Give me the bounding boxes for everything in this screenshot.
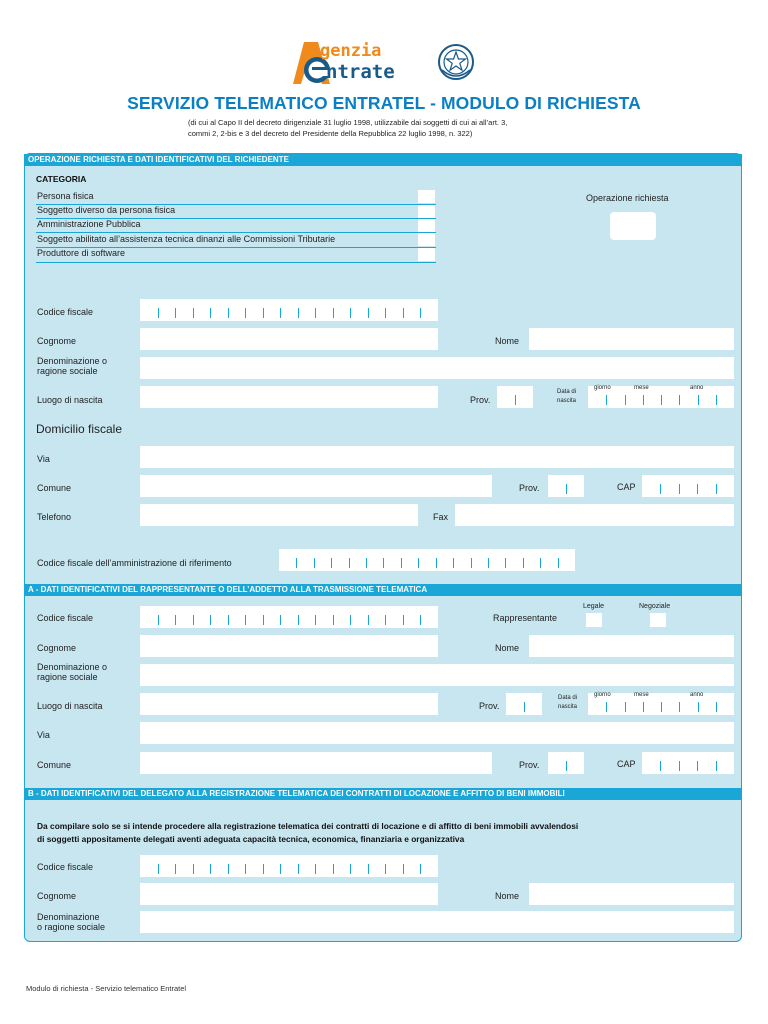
char-box-separator <box>228 615 229 625</box>
char-box-separator <box>245 308 246 318</box>
char-box-separator <box>566 761 567 771</box>
char-box-separator <box>401 558 402 568</box>
char-box-separator <box>280 615 281 625</box>
a-denominazione-label-line-2: ragione sociale <box>37 672 98 682</box>
char-box-separator <box>228 864 229 874</box>
char-box-separator <box>643 702 644 712</box>
fax-label: Fax <box>433 512 449 522</box>
prov-label: Prov. <box>470 395 491 405</box>
char-box-separator <box>697 484 698 494</box>
category-checkbox-amministrazione[interactable] <box>418 219 435 232</box>
char-box-separator <box>403 864 404 874</box>
char-box-separator <box>661 395 662 405</box>
section-a-header: A - DATI IDENTIFICATIVI DEL RAPPRESENTANTE O DELL’ADDETTO ALLA TRASMISSIONE TELEMATICA <box>24 584 742 596</box>
char-box-separator <box>716 484 717 494</box>
a-mese-label: mese <box>634 692 649 698</box>
char-box-separator <box>315 308 316 318</box>
char-box-separator <box>524 702 525 712</box>
operazione-richiesta-label: Operazione richiesta <box>586 193 669 203</box>
char-box-separator <box>566 484 567 494</box>
a-luogo-nascita-label: Luogo di nascita <box>37 701 103 711</box>
legale-label: Legale <box>583 603 605 610</box>
comune-input[interactable] <box>140 475 492 497</box>
char-box-separator <box>505 558 506 568</box>
a-codice-fiscale-input[interactable] <box>140 606 438 628</box>
category-checkbox-produttore[interactable] <box>418 248 435 261</box>
char-box-separator <box>716 702 717 712</box>
luogo-nascita-input[interactable] <box>140 386 438 408</box>
char-box-separator <box>420 615 421 625</box>
char-box-separator <box>210 615 211 625</box>
codice-fiscale-input[interactable] <box>140 299 438 321</box>
b-denominazione-label <box>37 912 105 932</box>
a-giorno-label: giorno <box>594 692 611 698</box>
cap-label: CAP <box>617 482 636 492</box>
category-divider <box>36 247 436 248</box>
a-cognome-input[interactable] <box>140 635 438 657</box>
char-box-separator <box>280 308 281 318</box>
negoziale-checkbox[interactable] <box>650 613 666 627</box>
category-soggetto-diverso-label: Soggetto diverso da persona fisica <box>37 205 176 215</box>
category-divider <box>36 262 436 263</box>
char-box-separator <box>175 864 176 874</box>
b-nome-input[interactable] <box>529 883 734 905</box>
char-box-separator <box>296 558 297 568</box>
char-box-separator <box>193 615 194 625</box>
denominazione-input[interactable] <box>140 357 734 379</box>
prov-label: Prov. <box>519 483 540 493</box>
a-denominazione-label-line-1: Denominazione o <box>37 662 108 672</box>
char-box-separator <box>175 615 176 625</box>
category-amministrazione-label: Amministrazione Pubblica <box>37 219 141 229</box>
a-codice-fiscale-label: Codice fiscale <box>37 613 94 623</box>
category-divider <box>36 204 436 205</box>
char-box-separator <box>660 484 661 494</box>
char-box-separator <box>661 702 662 712</box>
char-box-separator <box>314 558 315 568</box>
cognome-input[interactable] <box>140 328 438 350</box>
comune-label: Comune <box>37 483 72 493</box>
char-box-separator <box>263 615 264 625</box>
section-b-note-line-2: di soggetti appositamente delegati aventi adeguata capacità tecnica, economica, finanziaria e organizzativa <box>37 834 465 844</box>
category-produttore-label: Produttore di software <box>37 248 126 258</box>
char-box-separator <box>158 308 159 318</box>
denominazione-label-line-1: Denominazione o <box>37 356 108 366</box>
telefono-label: Telefono <box>37 512 72 522</box>
anno-label: anno <box>690 385 704 391</box>
giorno-label: giorno <box>594 385 611 391</box>
char-box-separator <box>315 864 316 874</box>
char-box-separator <box>263 308 264 318</box>
republic-emblem-icon <box>436 42 476 82</box>
section-b-header: B - DATI IDENTIFICATIVI DEL DELEGATO ALLA REGISTRAZIONE TELEMATICA DEI CONTRATTI DI LOCAZIONE E AFFITTO DI BENI IMMOBILI <box>24 788 742 800</box>
char-box-separator <box>298 864 299 874</box>
char-box-separator <box>698 395 699 405</box>
nome-input[interactable] <box>529 328 734 350</box>
cf-amministrazione-label: Codice fiscale dell’amministrazione di riferimento <box>37 558 232 568</box>
denominazione-label-line-2: ragione sociale <box>37 366 98 376</box>
a-cap-input[interactable] <box>642 752 734 774</box>
char-box-separator <box>368 308 369 318</box>
a-nome-input[interactable] <box>529 635 734 657</box>
char-box-separator <box>606 702 607 712</box>
a-prov-input[interactable] <box>506 693 542 715</box>
b-denominazione-label-line-2: o ragione sociale <box>37 922 106 932</box>
prov-input[interactable] <box>497 386 533 408</box>
char-box-separator <box>350 308 351 318</box>
char-box-separator <box>420 308 421 318</box>
a-prov-input-2[interactable] <box>548 752 584 774</box>
char-box-separator <box>418 558 419 568</box>
char-box-separator <box>679 702 680 712</box>
char-box-separator <box>193 864 194 874</box>
a-via-input[interactable] <box>140 722 734 744</box>
negoziale-label: Negoziale <box>639 603 671 610</box>
char-box-separator <box>679 761 680 771</box>
a-prov-label: Prov. <box>479 701 500 711</box>
char-box-separator <box>716 395 717 405</box>
a-cognome-label: Cognome <box>37 643 77 653</box>
char-box-separator <box>333 615 334 625</box>
a-anno-label: anno <box>690 692 704 698</box>
char-box-separator <box>333 308 334 318</box>
char-box-separator <box>298 615 299 625</box>
category-checkbox-persona-fisica[interactable] <box>418 190 435 203</box>
data-nascita-label-line-2: nascita <box>557 398 577 404</box>
char-box-separator <box>697 761 698 771</box>
mese-label: mese <box>634 385 649 391</box>
page-title: SERVIZIO TELEMATICO ENTRATEL - MODULO DI RICHIESTA <box>127 93 641 113</box>
subtitle-line-1: (di cui al Capo II del decreto dirigenziale 31 luglio 1998, utilizzabile dai soggetti di cui ai all’art. 3, <box>188 118 508 127</box>
denominazione-label <box>37 356 107 376</box>
via-label: Via <box>37 454 50 464</box>
char-box-separator <box>368 864 369 874</box>
data-nascita-label-line-1: Data di <box>557 389 577 395</box>
char-box-separator <box>245 615 246 625</box>
telefono-input[interactable] <box>140 504 418 526</box>
section-b-note-line-1: Da compilare solo se si intende procedere alla registrazione telematica dei contratti di locazione e di affitto di beni immobili avvalendosi <box>37 821 579 831</box>
b-denominazione-input[interactable] <box>140 911 734 933</box>
nome-label: Nome <box>495 336 520 346</box>
char-box-separator <box>350 615 351 625</box>
logo-word-ntrate: ntrate <box>326 61 395 83</box>
char-box-separator <box>366 558 367 568</box>
char-box-separator <box>280 864 281 874</box>
section-b-note <box>37 820 578 846</box>
char-box-separator <box>643 395 644 405</box>
category-divider <box>36 218 436 219</box>
char-box-separator <box>158 615 159 625</box>
category-soggetto-abilitato-label: Soggetto abilitato all’assistenza tecnica dinanzi alle Commissioni Tributarie <box>37 234 336 244</box>
legale-checkbox[interactable] <box>586 613 602 627</box>
a-cap-label: CAP <box>617 759 636 769</box>
char-box-separator <box>158 864 159 874</box>
b-cognome-label: Cognome <box>37 891 77 901</box>
category-checkbox-soggetto-diverso[interactable] <box>418 205 435 218</box>
char-box-separator <box>245 864 246 874</box>
section-main-header: OPERAZIONE RICHIESTA E DATI IDENTIFICATIVI DEL RICHIEDENTE <box>24 154 742 166</box>
char-box-separator <box>385 615 386 625</box>
data-nascita-label <box>557 388 576 406</box>
luogo-nascita-label: Luogo di nascita <box>37 395 103 405</box>
char-box-separator <box>368 615 369 625</box>
char-box-separator <box>660 761 661 771</box>
agenzia-entrate-logo <box>290 40 480 88</box>
codice-fiscale-label: Codice fiscale <box>37 307 94 317</box>
b-denominazione-label-line-1: Denominazione <box>37 912 100 922</box>
logo-word-genzia: genzia <box>320 41 382 61</box>
b-codice-fiscale-label: Codice fiscale <box>37 862 94 872</box>
b-cognome-input[interactable] <box>140 883 438 905</box>
category-persona-fisica-label: Persona fisica <box>37 191 94 201</box>
subtitle-line-2: commi 2, 2-bis e 3 del decreto del Presidente della Repubblica 22 luglio 1998, n. 322) <box>188 129 473 138</box>
char-box-separator <box>228 308 229 318</box>
char-box-separator <box>436 558 437 568</box>
char-box-separator <box>698 702 699 712</box>
a-nome-label: Nome <box>495 643 520 653</box>
char-box-separator <box>385 308 386 318</box>
char-box-separator <box>558 558 559 568</box>
char-box-separator <box>471 558 472 568</box>
char-box-separator <box>385 864 386 874</box>
a-prov-label-2: Prov. <box>519 760 540 770</box>
char-box-separator <box>523 558 524 568</box>
footer-text: Modulo di richiesta - Servizio telematico Entratel <box>26 984 187 993</box>
char-box-separator <box>625 395 626 405</box>
a-comune-label: Comune <box>37 760 72 770</box>
a-denominazione-label <box>37 662 107 682</box>
char-box-separator <box>540 558 541 568</box>
cf-amministrazione-input[interactable] <box>279 549 575 571</box>
a-data-nascita-label-line-1: Data di <box>558 695 578 701</box>
char-box-separator <box>606 395 607 405</box>
char-box-separator <box>383 558 384 568</box>
operazione-richiesta-input[interactable] <box>610 212 656 240</box>
b-codice-fiscale-input[interactable] <box>140 855 438 877</box>
cap-input[interactable] <box>642 475 734 497</box>
char-box-separator <box>679 395 680 405</box>
a-luogo-nascita-input[interactable] <box>140 693 438 715</box>
char-box-separator <box>175 308 176 318</box>
char-box-separator <box>333 864 334 874</box>
char-box-separator <box>453 558 454 568</box>
subtitle <box>188 117 507 139</box>
a-denominazione-input[interactable] <box>140 664 734 686</box>
category-checkbox-soggetto-abilitato[interactable] <box>418 233 435 246</box>
char-box-separator <box>210 308 211 318</box>
char-box-separator <box>210 864 211 874</box>
a-comune-input[interactable] <box>140 752 492 774</box>
char-box-separator <box>349 558 350 568</box>
char-box-separator <box>331 558 332 568</box>
via-input[interactable] <box>140 446 734 468</box>
char-box-separator <box>350 864 351 874</box>
char-box-separator <box>403 308 404 318</box>
char-box-separator <box>263 864 264 874</box>
char-box-separator <box>193 308 194 318</box>
char-box-separator <box>315 615 316 625</box>
a-via-label: Via <box>37 730 50 740</box>
char-box-separator <box>716 761 717 771</box>
char-box-separator <box>298 308 299 318</box>
char-box-separator <box>625 702 626 712</box>
char-box-separator <box>488 558 489 568</box>
char-box-separator <box>403 615 404 625</box>
category-divider <box>36 232 436 233</box>
fax-input[interactable] <box>455 504 734 526</box>
a-data-nascita-label <box>558 694 577 712</box>
domicilio-fiscale-heading: Domicilio fiscale <box>36 422 123 436</box>
rappresentante-label: Rappresentante <box>493 613 558 623</box>
char-box-separator <box>679 484 680 494</box>
a-data-nascita-label-line-2: nascita <box>558 704 578 710</box>
categoria-label: CATEGORIA <box>36 174 87 184</box>
char-box-separator <box>420 864 421 874</box>
char-box-separator <box>515 395 516 405</box>
cognome-label: Cognome <box>37 336 77 346</box>
prov-input[interactable] <box>548 475 584 497</box>
b-nome-label: Nome <box>495 891 520 901</box>
